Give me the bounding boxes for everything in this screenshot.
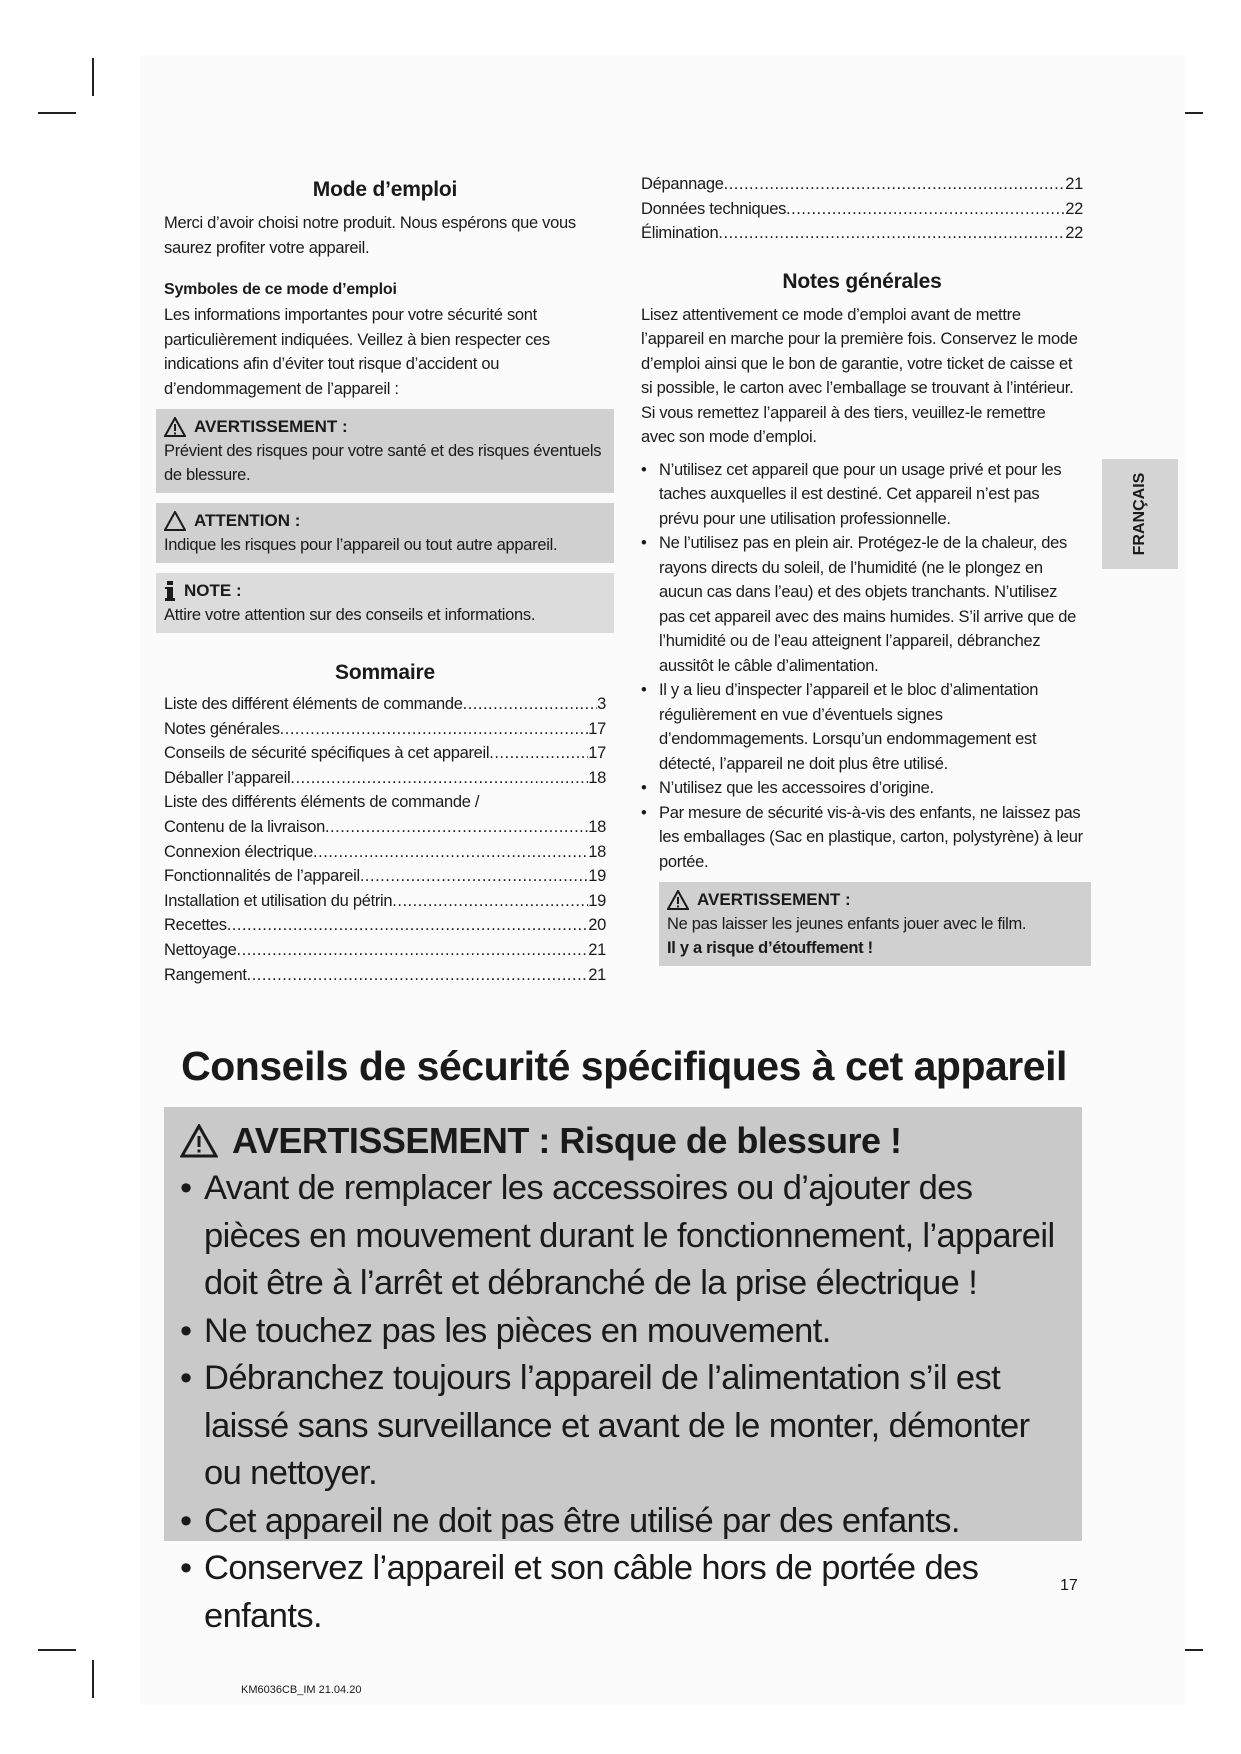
notes-generales-text: Lisez attentivement ce mode d’emploi avant de mettre l’appareil en marche pour la première fois. Conservez le mode d’emploi ainsi que le bon de garantie, votre ticket de caisse et si possible, le carton avec l’emballage se trouvant à l’intérieur. Si vous remettez l’appareil à des tiers, veuillez-le remettre avec son mode d’emploi. — [641, 305, 1078, 447]
list-item: • Ne touchez pas les pièces en mouvement. — [180, 1308, 1066, 1356]
child-warning-title: AVERTISSEMENT : — [697, 890, 851, 910]
list-item: • Cet appareil ne doit pas être utilisé par des enfants. — [180, 1498, 1066, 1546]
toc-row: Recettes ..... 20 — [164, 913, 606, 938]
safety-box-title: AVERTISSEMENT : Risque de blessure ! — [232, 1120, 902, 1161]
toc-row: Nettoyage ..... 21 — [164, 938, 606, 963]
notes-generales-title: Notes générales — [782, 269, 942, 293]
language-tab — [1102, 459, 1178, 569]
warning-box — [156, 409, 614, 493]
crop-mark — [92, 1660, 94, 1698]
intro-text: Merci d’avoir choisi notre produit. Nous espérons que vous saurez profiter votre appareil. — [164, 214, 576, 257]
warning-box-title: AVERTISSEMENT : — [194, 417, 348, 436]
list-item: • N’utilisez cet appareil que pour un usage privé et pour les taches auxquelles il est destiné. Cet appareil n’est pas prévu pour une utilisation professionnelle. — [641, 458, 1083, 532]
symbols-heading: Symboles de ce mode d’emploi — [164, 281, 397, 298]
list-item: • N’utilisez que les accessoires d’origine. — [641, 776, 1083, 801]
child-warning-box — [659, 882, 1091, 966]
toc-row: Notes générales ..... 17 — [164, 717, 606, 742]
list-item: • Par mesure de sécurité vis-à-vis des enfants, ne laissez pas les emballages (Sac en plastique, carton, polystyrène) à leur portée. — [641, 801, 1083, 875]
list-item: • Débranchez toujours l’appareil de l’alimentation s’il est laissé sans surveillance et avant de le monter, démonter ou nettoyer. — [180, 1355, 1066, 1498]
toc-row: Dépannage ..... 21 — [641, 172, 1083, 197]
crop-mark — [92, 58, 94, 96]
list-item: • Il y a lieu d’inspecter l’appareil et le bloc d’alimentation régulièrement en vue d’éventuels signes d’endommagements. Lorsqu’un endommagement est détecté, l’appareil ne doit plus être utilisé. — [641, 678, 1083, 776]
safety-list — [180, 1165, 1066, 1640]
toc-row: Contenu de la livraison ..... 18 — [164, 815, 606, 840]
warning-triangle-icon — [164, 417, 186, 437]
note-box — [156, 573, 614, 633]
safety-title: Conseils de sécurité spécifiques à cet appareil — [181, 1043, 1067, 1089]
mode-emploi-title: Mode d’emploi — [312, 178, 458, 201]
language-tab-label: FRANÇAIS — [1131, 472, 1148, 556]
toc-row: Déballer l’appareil ..... 18 — [164, 766, 606, 791]
toc-row: Données techniques ..... 22 — [641, 197, 1083, 222]
list-item: • Ne l’utilisez pas en plein air. Protégez-le de la chaleur, des rayons directs du soleil, de l’humidité (ne le plongez en aucun cas dans l’eau) et des objets tranchants. N’utilisez pas cet appareil avec des mains humides. S’il arrive que de l’humidité ou de l’eau atteignent l’appareil, débranchez aussitôt le câble d’alimentation. — [641, 531, 1083, 678]
crop-mark — [38, 1649, 76, 1651]
attention-box-title: ATTENTION : — [194, 511, 301, 530]
warning-triangle-icon — [180, 1124, 218, 1158]
attention-box — [156, 503, 614, 563]
list-item: • Conservez l’appareil et son câble hors de portée des enfants. — [180, 1545, 1066, 1640]
toc-row: Fonctionnalités de l’appareil ..... 19 — [164, 864, 606, 889]
toc-row: Connexion électrique ..... 18 — [164, 840, 606, 865]
symbols-text: Les informations importantes pour votre sécurité sont particulièrement indiquées. Veillez à bien respecter ces indications afin d’éviter tout risque d’accident ou d’endommagement de l’appareil : — [164, 306, 550, 398]
info-icon — [164, 581, 176, 601]
child-warning-bold: Il y a risque d’étouffement ! — [667, 939, 873, 958]
toc-row: Élimination ..... 22 — [641, 221, 1083, 246]
toc-row: Liste des différent éléments de commande ..... 3 — [164, 692, 606, 717]
note-box-title: NOTE : — [184, 581, 242, 600]
page-number: 17 — [1060, 1577, 1078, 1594]
warning-triangle-icon — [164, 511, 186, 531]
list-item: • Avant de remplacer les accessoires ou d’ajouter des pièces en mouvement durant le fonctionnement, l’appareil doit être à l’arrêt et débranché de la prise électrique ! — [180, 1165, 1066, 1308]
warning-box-text: Prévient des risques pour votre santé et des risques éventuels de blessure. — [164, 442, 602, 484]
footer-code: KM6036CB_IM 21.04.20 — [241, 1684, 362, 1696]
toc-row: Rangement ..... 21 — [164, 963, 606, 988]
child-warning-text: Ne pas laisser les jeunes enfants jouer avec le film. — [667, 915, 1027, 934]
note-box-text: Attire votre attention sur des conseils et informations. — [164, 606, 536, 624]
toc-row: Installation et utilisation du pétrin ..... 19 — [164, 889, 606, 914]
toc-row: Conseils de sécurité spécifiques à cet appareil ..... 17 — [164, 741, 606, 766]
right-column — [641, 175, 1083, 966]
toc-list — [164, 692, 606, 987]
toc-continued — [641, 172, 1083, 246]
sommaire-title: Sommaire — [335, 661, 435, 684]
toc-row: Liste des différents éléments de commande / — [164, 793, 480, 812]
notes-bullet-list — [641, 458, 1083, 875]
left-column — [164, 178, 606, 987]
attention-box-text: Indique les risques pour l’appareil ou tout autre appareil. — [164, 536, 558, 554]
crop-mark — [38, 112, 76, 114]
warning-triangle-icon — [667, 890, 689, 910]
